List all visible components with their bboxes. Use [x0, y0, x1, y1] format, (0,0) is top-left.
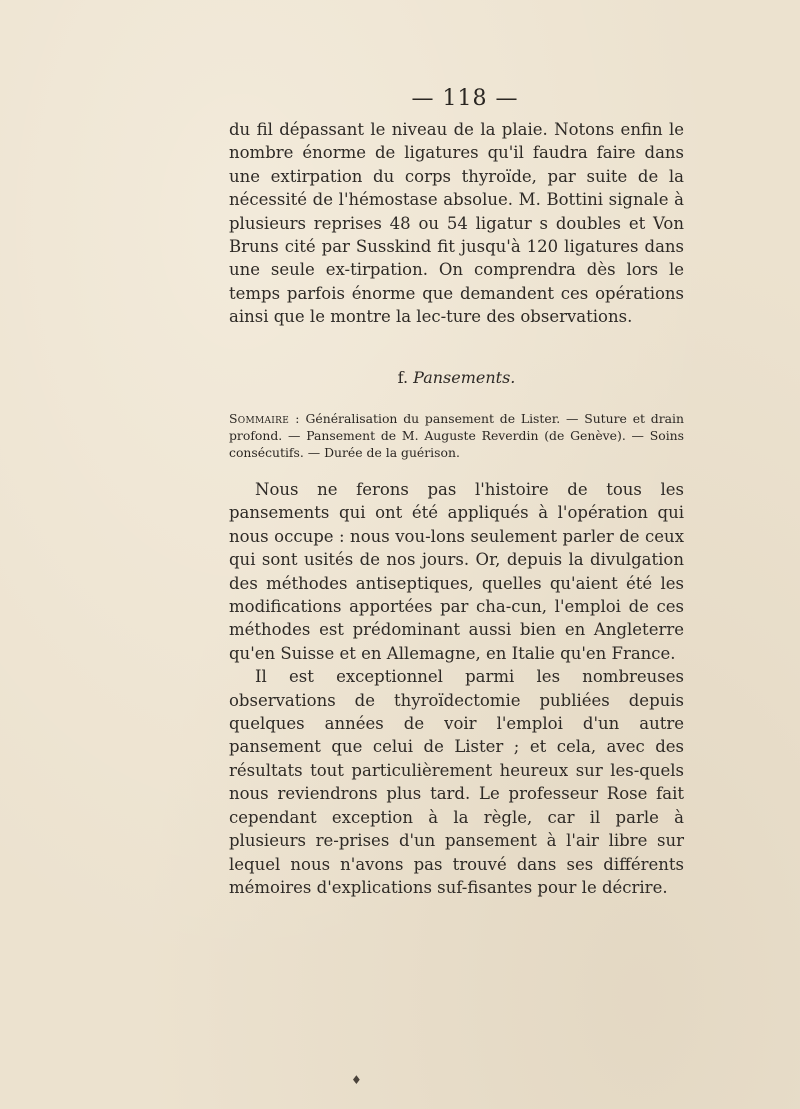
page-number: — 118 — [411, 86, 519, 111]
summary-label: Sommaire : [229, 411, 300, 426]
top-paragraph-block [229, 118, 684, 329]
paragraph-top: du fil dépassant le niveau de la plaie. Notons enfin le nombre énorme de ligatures qu'il faudra faire dans une extirpation du corps thyroïde, par suite de la nécessité de l'hémostase absolue. M. Bottini signale à plusieurs reprises 48 ou 54 ligatur s doubles et Von Bruns cité par Susskind fit jusqu'à 120 ligatures dans une seule ex-tirpation. On comprendra dès lors le temps parfois énorme que demandent ces opérations ainsi que le montre la lec-ture des observations. [229, 120, 684, 327]
body-text-block [229, 478, 684, 899]
footer-ornament: ♦ [351, 1073, 362, 1087]
paragraph-2: Nous ne ferons pas l'histoire de tous les pansements qui ont été appliqués à l'opération qui nous occupe : nous vou-lons seulement parler de ceux qui sont usités de nos jours. Or, depuis la divulgation des méthodes antiseptiques, quelles qu'aient été les modifications apportées par cha-cun, l'emploi de ces méthodes est prédominant aussi bien en Angleterre qu'en Suisse et en Allemagne, en Italie qu'en France. [229, 480, 684, 663]
section-heading [229, 368, 684, 387]
section-title: Pansements. [413, 368, 516, 387]
section-number: f. [397, 368, 409, 387]
summary-text: Généralisation du pansement de Lister. — Suture et drain profond. — Pansement de M. Auguste Reverdin (de Genève). — Soins consécutifs. — Durée de la guérison. [229, 411, 684, 460]
section-summary [229, 410, 684, 461]
paragraph-3: Il est exceptionnel parmi les nombreuses observations de thyroïdectomie publiées depuis quelques années de voir l'emploi d'un autre pansement que celui de Lister ; et cela, avec des résultats tout particulièrement heureux sur les-quels nous reviendrons plus tard. Le professeur Rose fait cependant exception à la règle, car il parle à plusieurs re-prises d'un pansement à l'air libre sur lequel nous n'avons pas trouvé dans ses différents mémoires d'explications suf-fisantes pour le décrire. [229, 667, 684, 897]
